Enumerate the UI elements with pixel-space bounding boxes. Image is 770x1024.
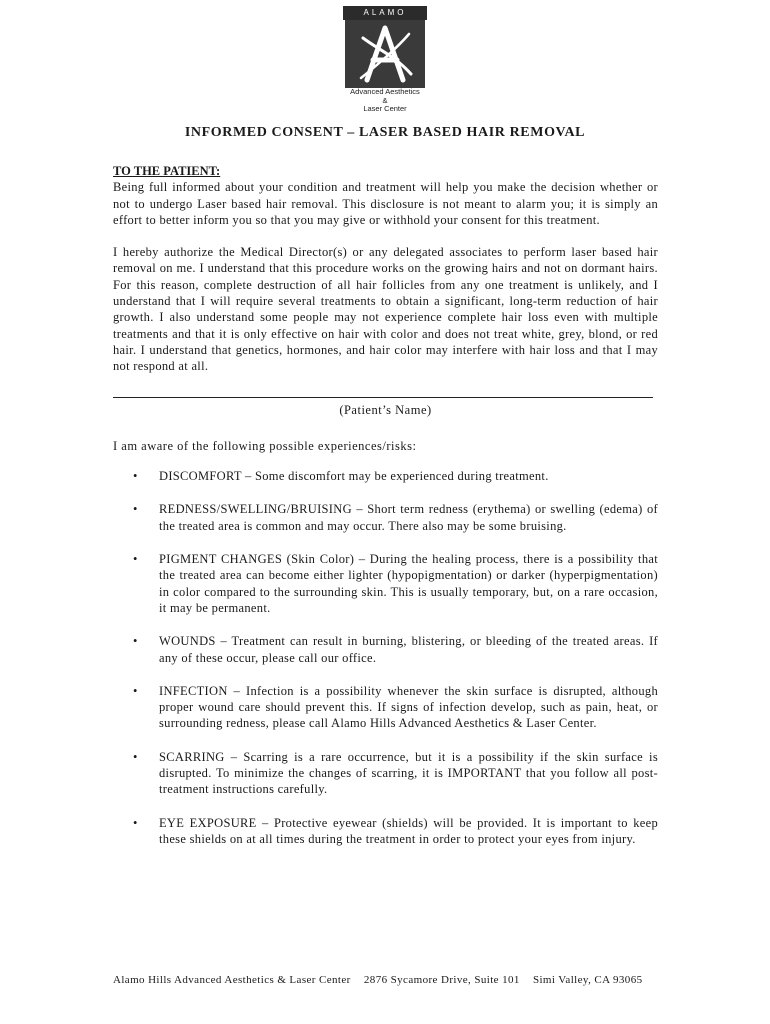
footer-clinic-name: Alamo Hills Advanced Aesthetics & Laser Center (113, 974, 351, 986)
risk-discomfort (113, 468, 658, 484)
risk-infection (113, 683, 658, 732)
risk-scarring (113, 749, 658, 798)
bullet-icon: • (133, 683, 138, 698)
signature-label: (Patient’s Name) (339, 402, 432, 417)
logo-caption-line: Advanced Aesthetics (350, 87, 420, 96)
risk-text: REDNESS/SWELLING/BRUISING – Short term redness (erythema) or swelling (edema) of the treated area is common and may occur. There also may be some bruising. (159, 502, 658, 533)
authorization-paragraph: I hereby authorize the Medical Director(s) or any delegated associates to perform laser based hair removal on me. I understand that this procedure works on the growing hairs and not on dormant hairs. For this reason, complete destruction of all hair follicles from any one treatment is unlikely, and I understand that I will require several treatments to obtain a significant, long-term reduction of hair growth. I also understand some people may not experience complete hair loss even with multiple treatments and that it is only effective on hair with color and does not treat white, grey, blond, or red hair. I understand that genetics, hormones, and hair color may interfere with hair loss and that I may not respond at all. (113, 245, 658, 374)
footer-city: Simi Valley, CA 93065 (532, 974, 643, 986)
bullet-icon: • (133, 815, 138, 830)
bullet-icon: • (133, 469, 138, 484)
page-footer (113, 974, 658, 986)
bullet-icon: • (133, 634, 138, 649)
clinic-logo (343, 6, 427, 116)
risk-redness (113, 501, 658, 534)
risk-text: SCARRING – Scarring is a rare occurrence, but it is a possibility if the skin surface is disrupted. To minimize the changes of scarring, it is IMPORTANT that you follow all post-treatment instructions carefully. (159, 749, 658, 797)
bullet-icon: • (133, 552, 138, 567)
to-patient-heading: TO THE PATIENT: (113, 164, 221, 178)
risk-eye-exposure (113, 815, 658, 848)
document-body (113, 163, 658, 847)
logo-a-icon (345, 20, 425, 88)
risk-text: DISCOMFORT – Some discomfort may be experienced during treatment. (159, 469, 549, 484)
risk-text: INFECTION – Infection is a possibility whenever the skin surface is disrupted, although proper wound care should prevent this. If signs of infection develop, such as pain, heat, or surrounding redness, please call Alamo Hills Advanced Aesthetics & Laser Center. (159, 683, 658, 731)
risk-text: PIGMENT CHANGES (Skin Color) – During the healing process, there is a possibility that the treated area can become either lighter (hypopigmentation) or darker (hyperpigmentation) in color compared to the surrounding skin. This is usually temporary, but, on a rare occasion, it may be permanent. (159, 552, 658, 615)
risks-intro: I am aware of the following possible experiences/risks: (113, 438, 417, 453)
risk-text: EYE EXPOSURE – Protective eyewear (shields) will be provided. It is important to keep these shields on at all times during the treatment in order to protect your eyes from injury. (159, 815, 658, 846)
risks-list (113, 468, 658, 847)
risk-wounds (113, 633, 658, 666)
signature-line[interactable] (113, 393, 653, 398)
intro-paragraph: Being full informed about your condition and treatment will help you make the decision whether or not to undergo Laser based hair removal. This disclosure is not meant to alarm you; it is simply an effort to better inform you so that you may give or withhold your consent for this treatment. (113, 180, 658, 227)
risk-text: WOUNDS – Treatment can result in burning, blistering, or bleeding of the treated areas. If any of these occur, please call our office. (159, 634, 658, 665)
risk-pigment (113, 551, 658, 616)
logo-emblem (345, 20, 425, 88)
logo-top-banner: ALAMO (343, 6, 427, 20)
bullet-icon: • (133, 749, 138, 764)
logo-caption-line: Laser Center (363, 104, 407, 113)
document-title: INFORMED CONSENT – LASER BASED HAIR REMOVAL (184, 125, 586, 140)
footer-address: 2876 Sycamore Drive, Suite 101 (363, 974, 520, 986)
bullet-icon: • (133, 502, 138, 517)
logo-caption-line: & (382, 95, 388, 105)
logo-caption (343, 88, 427, 114)
